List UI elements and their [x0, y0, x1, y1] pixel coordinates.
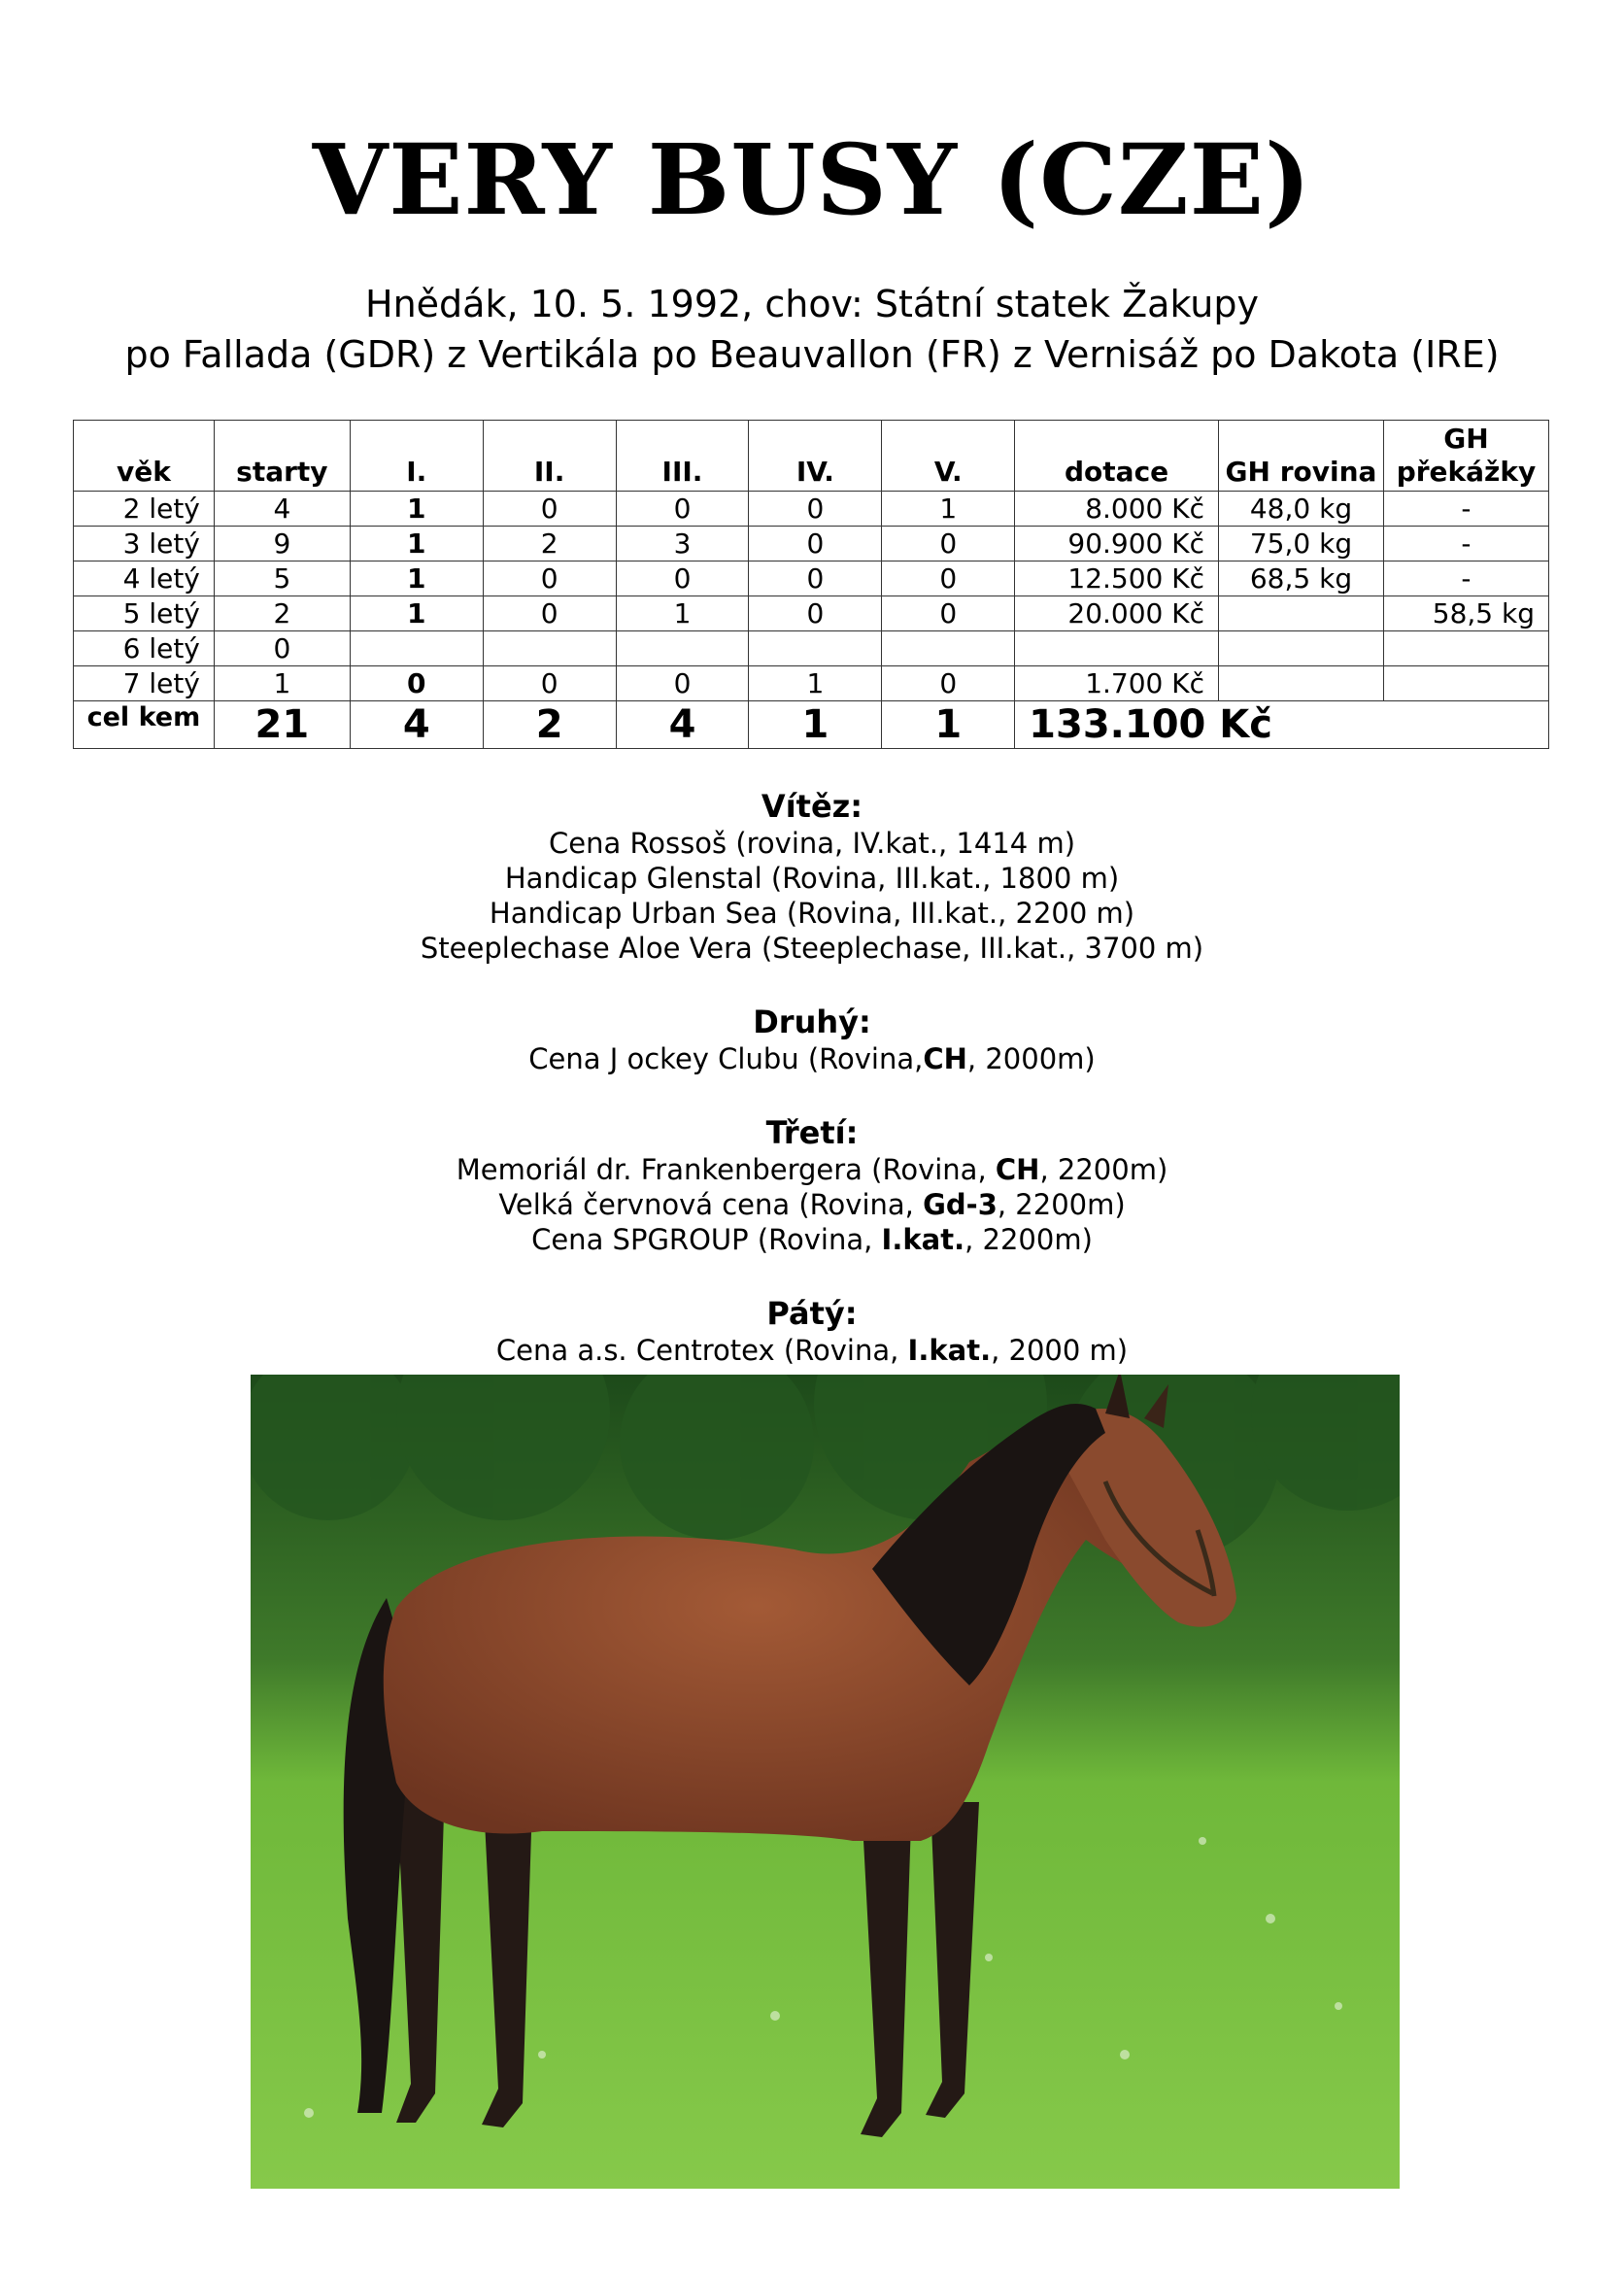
race-item: Cena Rossoš (rovina, IV.kat., 1414 m): [548, 827, 1076, 860]
winner-list: [0, 826, 1624, 966]
col-header-second: II.: [483, 421, 616, 492]
table-total-row: [74, 701, 1549, 749]
race-item: [0, 1187, 1624, 1222]
cell-prize-money: 90.900 Kč: [1015, 527, 1219, 561]
cell-starts: 9: [214, 527, 350, 561]
cell-gh-flat: [1219, 666, 1384, 701]
race-item-text: Cena J ockey Clubu (Rovina,: [528, 1042, 924, 1075]
cell-second: 0: [483, 666, 616, 701]
cell-second: 0: [483, 596, 616, 631]
table-row: [74, 527, 1549, 561]
cell-fifth: 1: [882, 492, 1015, 527]
race-item: [0, 1222, 1624, 1257]
race-item-text: Cena SPGROUP (Rovina,: [531, 1223, 882, 1256]
race-category: CH: [923, 1042, 967, 1075]
cell-fourth: 0: [749, 596, 882, 631]
race-category: I.kat.: [881, 1223, 965, 1256]
cell-gh-jumps: -: [1383, 492, 1548, 527]
cell-second: 0: [483, 561, 616, 596]
cell-first: 1: [350, 596, 483, 631]
total-label: cel kem: [74, 701, 215, 749]
cell-first: 1: [350, 561, 483, 596]
cell-third: 0: [616, 561, 749, 596]
cell-starts: 5: [214, 561, 350, 596]
cell-age: 3 letý: [74, 527, 215, 561]
race-item-text: , 2000 m): [991, 1334, 1129, 1367]
cell-age: 7 letý: [74, 666, 215, 701]
total-fifth: 1: [882, 701, 1015, 749]
cell-third: 0: [616, 492, 749, 527]
race-item: [0, 1333, 1624, 1368]
cell-second: 0: [483, 492, 616, 527]
col-header-third: III.: [616, 421, 749, 492]
table-row: [74, 492, 1549, 527]
table-row: [74, 631, 1549, 666]
cell-fourth: 1: [749, 666, 882, 701]
race-category: CH: [995, 1153, 1040, 1186]
race-statistics-table: [73, 420, 1549, 749]
fifth-heading: Pátý:: [766, 1295, 858, 1332]
race-item-text: , 2200m): [1039, 1153, 1168, 1186]
second-heading: Druhý:: [753, 1004, 871, 1040]
cell-gh-jumps: -: [1383, 527, 1548, 561]
third-heading: Třetí:: [765, 1114, 859, 1151]
col-header-fourth: IV.: [749, 421, 882, 492]
col-header-starts: starty: [214, 421, 350, 492]
cell-fourth: 0: [749, 561, 882, 596]
cell-gh-flat: 68,5 kg: [1219, 561, 1384, 596]
col-header-prize-money: dotace: [1015, 421, 1219, 492]
cell-fourth: 0: [749, 492, 882, 527]
race-category: Gd-3: [923, 1188, 998, 1221]
col-header-age: věk: [74, 421, 215, 492]
horse-photo: [251, 1375, 1400, 2189]
cell-first: 1: [350, 492, 483, 527]
cell-fifth: [882, 631, 1015, 666]
race-item-text: Memoriál dr. Frankenbergera (Rovina,: [456, 1153, 996, 1186]
horse-details: Hnědák, 10. 5. 1992, chov: Státní statek Žakupy: [365, 283, 1259, 325]
cell-prize-money: 20.000 Kč: [1015, 596, 1219, 631]
table-row: [74, 561, 1549, 596]
col-header-first: I.: [350, 421, 483, 492]
cell-gh-flat: 48,0 kg: [1219, 492, 1384, 527]
cell-first: 0: [350, 666, 483, 701]
cell-starts: 2: [214, 596, 350, 631]
cell-gh-jumps: [1383, 666, 1548, 701]
cell-age: 5 letý: [74, 596, 215, 631]
total-first: 4: [350, 701, 483, 749]
cell-third: 1: [616, 596, 749, 631]
cell-second: [483, 631, 616, 666]
cell-second: 2: [483, 527, 616, 561]
cell-first: [350, 631, 483, 666]
cell-fourth: 0: [749, 527, 882, 561]
race-item: [0, 1041, 1624, 1076]
cell-starts: 0: [214, 631, 350, 666]
cell-age: 4 letý: [74, 561, 215, 596]
cell-gh-flat: [1219, 596, 1384, 631]
cell-gh-flat: [1219, 631, 1384, 666]
race-item: Handicap Glenstal (Rovina, III.kat., 1800 m): [504, 862, 1120, 895]
race-item-text: , 2000m): [966, 1042, 1096, 1075]
cell-age: 6 letý: [74, 631, 215, 666]
third-list: [0, 1152, 1624, 1257]
race-item: [0, 1152, 1624, 1187]
total-fourth: 1: [749, 701, 882, 749]
cell-fifth: 0: [882, 527, 1015, 561]
race-results: [0, 787, 1624, 1368]
second-list: [0, 1041, 1624, 1076]
cell-third: 3: [616, 527, 749, 561]
race-item: Steeplechase Aloe Vera (Steeplechase, III.kat., 3700 m): [420, 932, 1204, 965]
race-item-text: , 2200m): [997, 1188, 1126, 1221]
cell-gh-jumps: 58,5 kg: [1383, 596, 1548, 631]
col-header-fifth: V.: [882, 421, 1015, 492]
fifth-list: [0, 1333, 1624, 1368]
table-row: [74, 596, 1549, 631]
cell-prize-money: 12.500 Kč: [1015, 561, 1219, 596]
table-header-row: [74, 421, 1549, 492]
race-item-text: Velká červnová cena (Rovina,: [498, 1188, 924, 1221]
winner-heading: Vítěz:: [761, 788, 863, 825]
cell-fifth: 0: [882, 666, 1015, 701]
horse-name-title: VERY BUSY (CZE): [312, 122, 1312, 237]
cell-gh-flat: 75,0 kg: [1219, 527, 1384, 561]
cell-prize-money: [1015, 631, 1219, 666]
total-prize-money: 133.100 Kč: [1015, 701, 1549, 749]
cell-fourth: [749, 631, 882, 666]
col-header-gh-jumps: GH překážky: [1383, 421, 1548, 492]
horse-pedigree: po Fallada (GDR) z Vertikála po Beauvallon (FR) z Vernisáž po Dakota (IRE): [124, 333, 1500, 376]
cell-third: [616, 631, 749, 666]
total-third: 4: [616, 701, 749, 749]
cell-starts: 1: [214, 666, 350, 701]
cell-prize-money: 1.700 Kč: [1015, 666, 1219, 701]
total-second: 2: [483, 701, 616, 749]
race-item-text: , 2200m): [964, 1223, 1093, 1256]
cell-fifth: 0: [882, 596, 1015, 631]
race-item: Handicap Urban Sea (Rovina, III.kat., 2200 m): [489, 897, 1135, 930]
cell-prize-money: 8.000 Kč: [1015, 492, 1219, 527]
cell-third: 0: [616, 666, 749, 701]
cell-starts: 4: [214, 492, 350, 527]
cell-gh-jumps: -: [1383, 561, 1548, 596]
cell-gh-jumps: [1383, 631, 1548, 666]
race-category: I.kat.: [907, 1334, 992, 1367]
col-header-gh-flat: GH rovina: [1219, 421, 1384, 492]
race-item-text: Cena a.s. Centrotex (Rovina,: [495, 1334, 908, 1367]
cell-fifth: 0: [882, 561, 1015, 596]
table-row: [74, 666, 1549, 701]
cell-first: 1: [350, 527, 483, 561]
total-starts: 21: [214, 701, 350, 749]
cell-age: 2 letý: [74, 492, 215, 527]
